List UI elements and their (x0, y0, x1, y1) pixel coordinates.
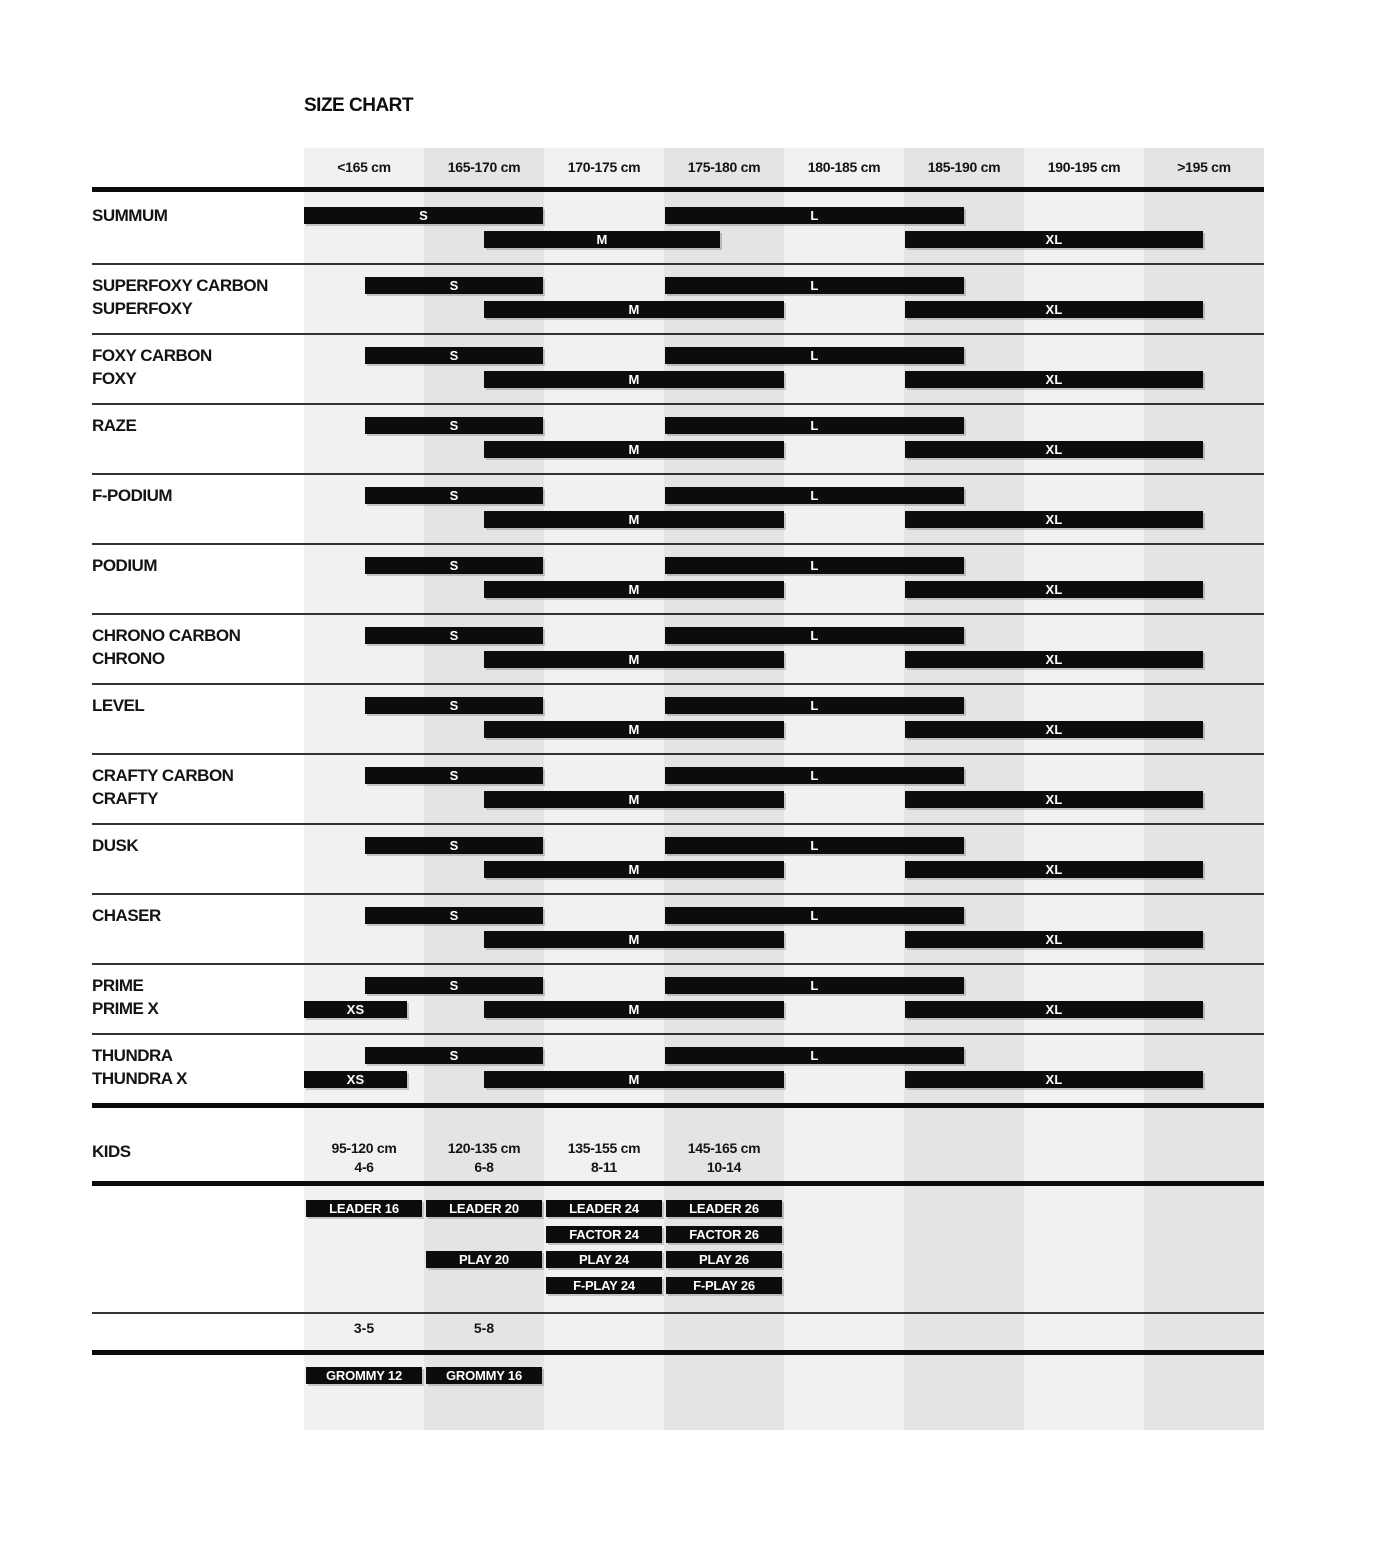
size-bar: L (665, 977, 964, 994)
model-name-line: PODIUM (92, 556, 157, 575)
kids-column-header (304, 1139, 424, 1177)
kids-grommy-bar: GROMMY 12 (306, 1367, 422, 1384)
column-header: 175-180 cm (687, 159, 761, 175)
column-header: <165 cm (337, 159, 391, 175)
column-header: 185-190 cm (927, 159, 1001, 175)
size-bar: L (665, 907, 964, 924)
size-bar: L (665, 347, 964, 364)
size-bar: L (665, 837, 964, 854)
model-label (92, 694, 144, 717)
model-label (92, 1044, 187, 1090)
size-bar: L (665, 277, 964, 294)
model-name-line: DUSK (92, 836, 139, 855)
model-name-line: THUNDRA (92, 1046, 173, 1065)
size-bar: S (365, 767, 543, 784)
size-bar: XL (905, 861, 1203, 878)
size-bar: M (484, 581, 784, 598)
size-bar: M (484, 231, 720, 248)
column-header: >195 cm (1177, 159, 1231, 175)
size-bar: S (365, 697, 543, 714)
size-bar: S (365, 277, 543, 294)
table-row (0, 683, 1375, 753)
kids-bike-bar: F-PLAY 24 (546, 1277, 662, 1294)
size-bar: M (484, 861, 784, 878)
size-bar: M (484, 371, 784, 388)
size-bar: M (484, 651, 784, 668)
size-bar: L (665, 697, 964, 714)
kids-bike-bar: LEADER 24 (546, 1200, 662, 1217)
table-row (0, 893, 1375, 963)
size-bar: XL (905, 511, 1203, 528)
kids-bike-bar: LEADER 16 (306, 1200, 422, 1217)
size-bar: XL (905, 441, 1203, 458)
model-label (92, 974, 158, 1020)
table-row (0, 1033, 1375, 1103)
kids-bike-bar: F-PLAY 26 (666, 1277, 782, 1294)
size-bar: L (665, 417, 964, 434)
column-header: 190-195 cm (1047, 159, 1121, 175)
table-row (0, 333, 1375, 403)
size-bar: XL (905, 931, 1203, 948)
model-name-line: CRAFTY CARBON (92, 766, 234, 785)
kids-header-height-range: 145-165 cm (687, 1140, 761, 1156)
model-label (92, 274, 268, 320)
kids-header-height-range: 120-135 cm (447, 1140, 521, 1156)
table-row (0, 193, 1375, 263)
size-bar: L (665, 207, 964, 224)
table-row (0, 473, 1375, 543)
model-name-line: RAZE (92, 416, 137, 435)
size-bar: XL (905, 721, 1203, 738)
model-label (92, 484, 172, 507)
size-bar: S (365, 557, 543, 574)
kids-bike-bar: PLAY 24 (546, 1251, 662, 1268)
model-name-line: F-PODIUM (92, 486, 173, 505)
size-bar: S (365, 417, 543, 434)
model-name-line: PRIME (92, 976, 144, 995)
size-bar: XL (905, 581, 1203, 598)
kids-bike-bar: FACTOR 26 (666, 1226, 782, 1243)
kids-age-label: 3-5 (353, 1320, 375, 1336)
column-header: 170-175 cm (567, 159, 641, 175)
size-bar: M (484, 721, 784, 738)
kids-bike-bar: LEADER 26 (666, 1200, 782, 1217)
kids-bike-bar: PLAY 26 (666, 1251, 782, 1268)
model-label (92, 834, 138, 857)
size-bar: L (665, 487, 964, 504)
model-label (92, 624, 240, 670)
separator-line (92, 187, 1264, 192)
size-bar: S (365, 907, 543, 924)
column-header: 180-185 cm (807, 159, 881, 175)
model-name-line: PRIME X (92, 999, 159, 1018)
table-row (0, 963, 1375, 1033)
size-bar: M (484, 301, 784, 318)
kids-header-age-range: 6-8 (474, 1159, 494, 1175)
model-name-line: LEVEL (92, 696, 145, 715)
kids-bike-bar: PLAY 20 (426, 1251, 542, 1268)
size-bar: M (484, 1001, 784, 1018)
kids-header-age-range: 4-6 (354, 1159, 374, 1175)
size-bar: XL (905, 791, 1203, 808)
kids-header-height-range: 135-155 cm (567, 1140, 641, 1156)
column-header: 165-170 cm (447, 159, 521, 175)
table-row (0, 403, 1375, 473)
kids-bike-bar: FACTOR 24 (546, 1226, 662, 1243)
size-bar: S (304, 207, 543, 224)
kids-bike-bar: LEADER 20 (426, 1200, 542, 1217)
size-bar: M (484, 791, 784, 808)
size-bar: XL (905, 231, 1203, 248)
table-row (0, 263, 1375, 333)
size-bar: M (484, 931, 784, 948)
size-bar: M (484, 441, 784, 458)
size-bar: M (484, 511, 784, 528)
size-bar: S (365, 837, 543, 854)
size-bar: S (365, 487, 543, 504)
model-label (92, 414, 136, 437)
size-bar: M (484, 1071, 784, 1088)
separator-line (92, 1350, 1264, 1355)
model-name-line: THUNDRA X (92, 1069, 187, 1088)
model-name-line: SUMMUM (92, 206, 168, 225)
size-bar: XL (905, 301, 1203, 318)
model-name-line: FOXY CARBON (92, 346, 212, 365)
size-bar: L (665, 767, 964, 784)
size-bar: XS (304, 1071, 407, 1088)
model-name-line: CHASER (92, 906, 161, 925)
size-bar: S (365, 1047, 543, 1064)
size-bar: XL (905, 1071, 1203, 1088)
model-name-line: FOXY (92, 369, 137, 388)
model-label (92, 764, 233, 810)
model-label (92, 554, 157, 577)
model-label (92, 344, 212, 390)
model-name-line: CRAFTY (92, 789, 158, 808)
size-bar: S (365, 627, 543, 644)
model-name-line: CHRONO (92, 649, 165, 668)
table-row (0, 753, 1375, 823)
size-bar: XL (905, 651, 1203, 668)
model-name-line: SUPERFOXY CARBON (92, 276, 268, 295)
model-label (92, 204, 167, 227)
kids-header-age-range: 10-14 (706, 1159, 742, 1175)
size-bar: L (665, 557, 964, 574)
model-label (92, 904, 161, 927)
size-bar: L (665, 627, 964, 644)
separator-line (92, 1181, 1264, 1186)
table-row (0, 823, 1375, 893)
size-bar: XL (905, 371, 1203, 388)
kids-grommy-bar: GROMMY 16 (426, 1367, 542, 1384)
model-name-line: SUPERFOXY (92, 299, 193, 318)
kids-header-height-range: 95-120 cm (331, 1140, 397, 1156)
separator-line (92, 1312, 1264, 1314)
table-row (0, 543, 1375, 613)
size-bar: L (665, 1047, 964, 1064)
size-bar: XL (905, 1001, 1203, 1018)
size-bar: S (365, 977, 543, 994)
kids-header-age-range: 8-11 (590, 1159, 618, 1175)
kids-column-header (424, 1139, 544, 1177)
table-row (0, 613, 1375, 683)
model-name-line: CHRONO CARBON (92, 626, 241, 645)
page-title: SIZE CHART (304, 95, 413, 116)
kids-age-label: 5-8 (473, 1320, 495, 1336)
kids-column-header (544, 1139, 664, 1177)
separator-line (92, 1103, 1264, 1108)
kids-section-label: KIDS (92, 1142, 131, 1161)
size-bar: XS (304, 1001, 407, 1018)
kids-column-header (664, 1139, 784, 1177)
size-bar: S (365, 347, 543, 364)
